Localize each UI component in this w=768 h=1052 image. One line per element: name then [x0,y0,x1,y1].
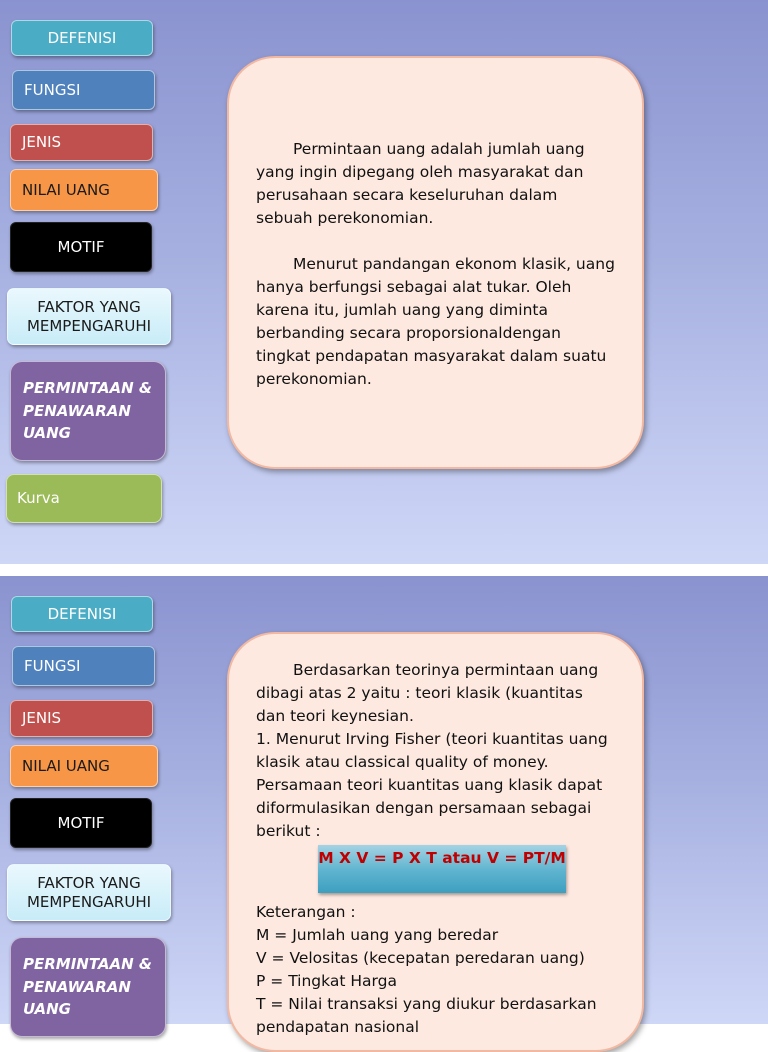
definition-m: M = Jumlah uang yang beredar [256,926,499,944]
nav-faktor-line1: FAKTOR YANG [37,297,141,316]
fisher-theory-paragraph: 1. Menurut Irving Fisher (teori kuantitas uang klasik atau classical quality of money. Persamaan teori kuantitas uang klasik dapat diformulasikan dengan persamaan sebagai berikut : [256,730,608,840]
nav-faktor-line2: MEMPENGARUHI [26,892,152,911]
nav-faktor-button[interactable] [7,864,171,921]
nav-permintaan-line3: UANG [23,1000,71,1019]
nav-faktor-line1: FAKTOR YANG [37,873,141,892]
nav-kurva-button[interactable]: Kurva [6,474,162,523]
nav-fungsi-button[interactable]: FUNGSI [12,646,155,686]
nav-permintaan-penawaran-button[interactable] [10,361,166,461]
nav-permintaan-line2: PENAWARAN [23,977,131,996]
nav-defenisi-button[interactable]: DEFENISI [11,20,153,56]
content-card [227,632,644,1052]
nav-motif-button[interactable]: MOTIF [10,798,152,848]
definition-t: T = Nilai transaksi yang diukur berdasarkan pendapatan nasional [256,995,597,1036]
definition-paragraph: Permintaan uang adalah jumlah uang yang ingin dipegang oleh masyarakat dan perusahaan secara keseluruhan dalam sebuah perekonomian. [256,140,585,227]
definition-v: V = Velositas (kecepatan peredaran uang) [256,949,585,967]
nav-motif-button[interactable]: MOTIF [10,222,152,272]
nav-permintaan-line2: PENAWARAN [23,401,131,420]
nav-nilai-uang-button[interactable]: NILAI UANG [10,169,158,211]
formula-box [318,845,566,893]
nav-permintaan-line3: UANG [23,424,71,443]
nav-jenis-button[interactable]: JENIS [10,124,153,161]
keterangan-heading: Keterangan : [256,903,356,921]
theory-intro-paragraph: Berdasarkan teorinya permintaan uang dibagi atas 2 yaitu : teori klasik (kuantitas dan teori keynesian. [256,661,599,725]
nav-jenis-button[interactable]: JENIS [10,700,153,737]
nav-permintaan-line1: PERMINTAAN & [23,955,152,974]
nav-permintaan-line1: PERMINTAAN & [23,379,152,398]
nav-nilai-uang-button[interactable]: NILAI UANG [10,745,158,787]
nav-permintaan-penawaran-button[interactable] [10,937,166,1037]
definition-p: P = Tingkat Harga [256,972,397,990]
formula-text: M X V = P X T atau V = PT/M [318,849,566,867]
content-card [227,56,644,469]
nav-faktor-line2: MEMPENGARUHI [26,316,152,335]
nav-defenisi-button[interactable]: DEFENISI [11,596,153,632]
nav-fungsi-button[interactable]: FUNGSI [12,70,155,110]
slide-2 [0,576,768,1036]
classical-view-paragraph: Menurut pandangan ekonom klasik, uang hanya berfungsi sebagai alat tukar. Oleh karena itu, jumlah uang yang diminta berbanding secara proporsionaldengan tingkat pendapatan masyarakat dalam suatu perekonomian. [256,255,615,388]
nav-faktor-button[interactable] [7,288,171,345]
